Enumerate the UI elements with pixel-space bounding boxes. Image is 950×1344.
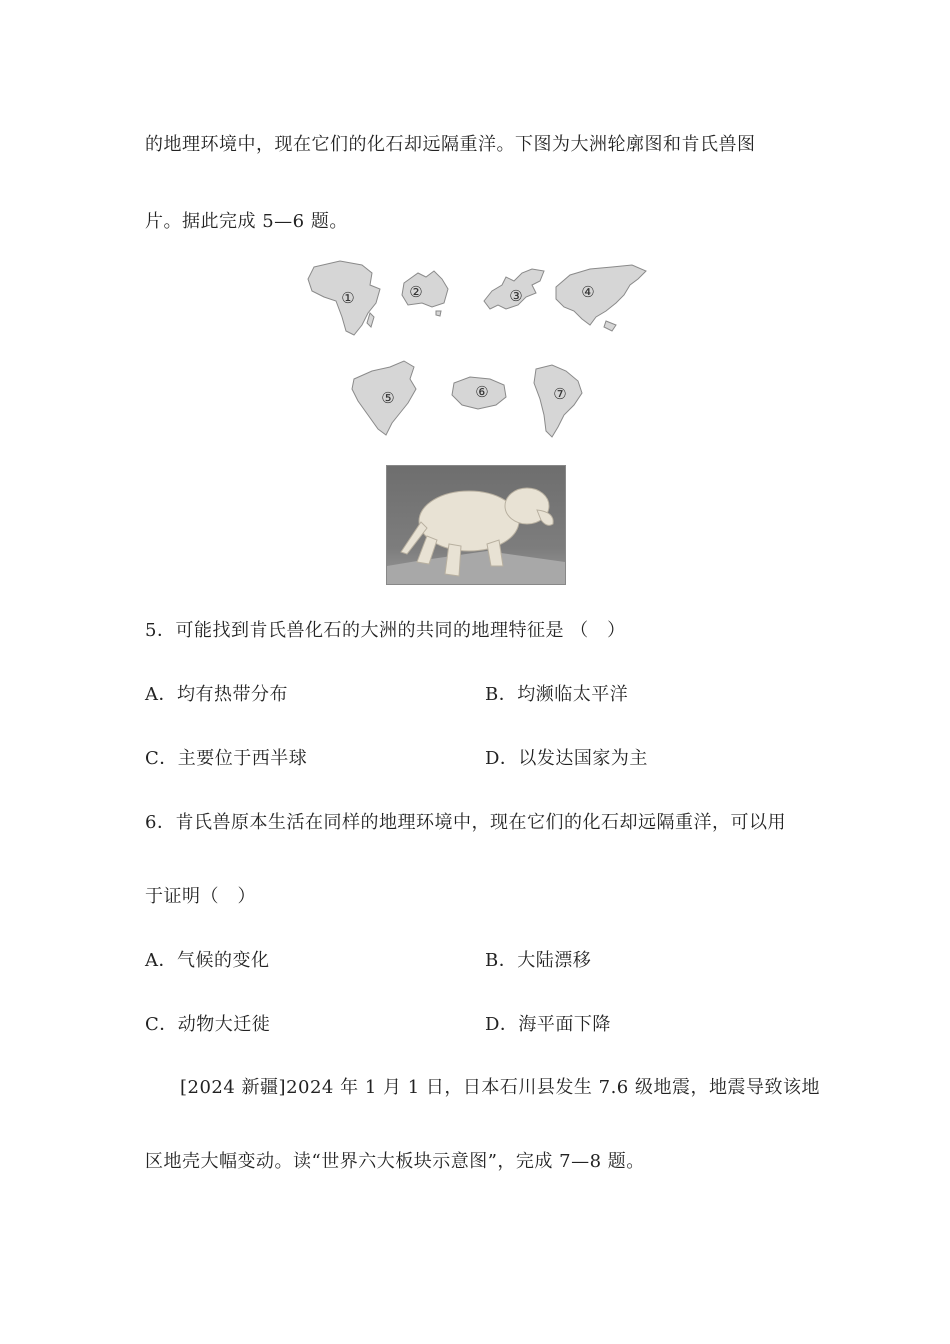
continent-label-6: ⑥ <box>475 383 489 401</box>
question-6-stem-1: 6．肯氏兽原本生活在同样的地理环境中，现在它们的化石却远隔重洋，可以用 <box>145 812 786 833</box>
intro-line-2: 片。据此完成 5—6 题。 <box>145 211 348 232</box>
q5-option-b: B．均濒临太平洋 <box>485 684 629 705</box>
q5-option-c: C．主要位于西半球 <box>145 748 308 769</box>
asia-outline <box>556 265 646 325</box>
continent-label-3: ③ <box>509 287 523 305</box>
q6-option-c: C．动物大迁徙 <box>145 1014 271 1035</box>
q6-option-a: A．气候的变化 <box>145 950 270 971</box>
kannemeyeria-photo <box>386 465 566 585</box>
continent-label-7: ⑦ <box>553 385 567 403</box>
next-intro-line-2: 区地壳大幅变动。读“世界六大板块示意图”，完成 7—8 题。 <box>145 1151 645 1172</box>
question-6-stem-2: 于证明（ ） <box>145 886 256 907</box>
continent-label-5: ⑤ <box>381 389 395 407</box>
continent-label-1: ① <box>341 289 355 307</box>
continent-outline-figure <box>300 255 650 440</box>
next-intro-line-1: [2024 新疆]2024 年 1 月 1 日，日本石川县发生 7.6 级地震，地震导致该地 <box>180 1077 820 1098</box>
continent-label-2: ② <box>409 283 423 301</box>
kannemeyeria-model-image <box>387 466 565 584</box>
q6-option-b: B．大陆漂移 <box>485 950 592 971</box>
q6-option-d: D．海平面下降 <box>485 1014 611 1035</box>
q5-option-d: D．以发达国家为主 <box>485 748 648 769</box>
question-5-stem: 5．可能找到肯氏兽化石的大洲的共同的地理特征是 （ ） <box>145 620 626 641</box>
continent-label-4: ④ <box>581 283 595 301</box>
intro-line-1: 的地理环境中，现在它们的化石却远隔重洋。下图为大洲轮廓图和肯氏兽图 <box>145 134 756 155</box>
q5-option-a: A．均有热带分布 <box>145 684 288 705</box>
